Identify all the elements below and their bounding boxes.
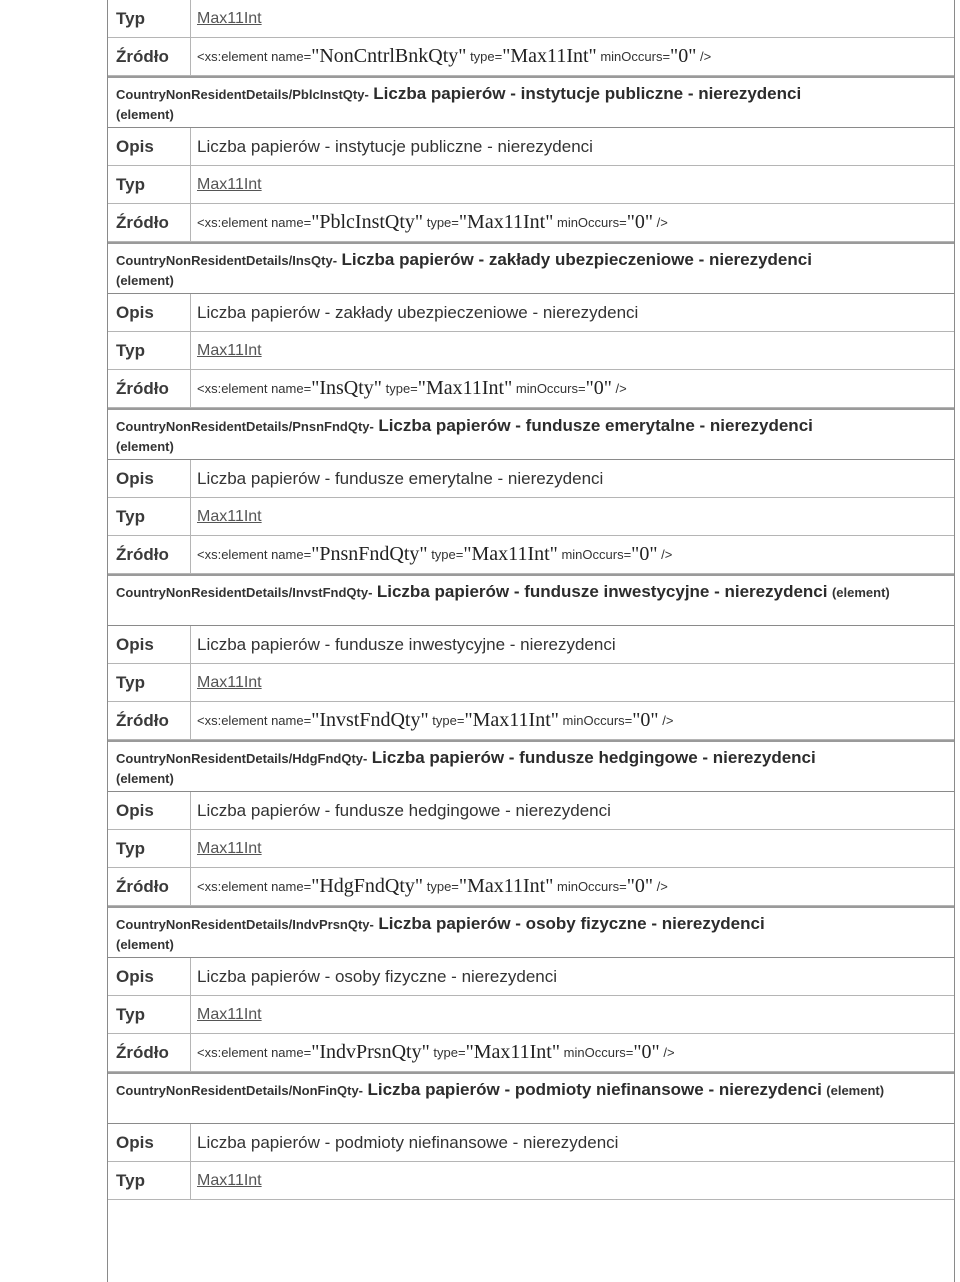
typ-label: Typ [116,8,145,28]
type-link[interactable]: Max11Int [190,664,954,701]
source-label: Źródło [116,1042,169,1062]
description: Liczba papierów - fundusze inwestycyjne - nierezydenci [190,626,954,663]
source-row [108,702,954,740]
typ-label: Typ [116,1170,145,1190]
opis-row [108,1124,954,1162]
source-code: <xs:element name= "InvstFndQty" type= "Max11Int" minOccurs= "0" /> [190,702,954,739]
opis-label: Opis [116,1132,154,1152]
element-header: CountryNonResidentDetails/NonFinQty- Liczba papierów - podmioty niefinansowe - nierezydenci (element) [108,1072,954,1124]
type-link[interactable]: Max11Int [190,830,954,867]
source-code: <xs:element name= "NonCntrlBnkQty" type= "Max11Int" minOccurs= "0" /> [190,38,954,75]
source-row [108,536,954,574]
typ-label: Typ [116,838,145,858]
type-link[interactable]: Max11Int [190,498,954,535]
description: Liczba papierów - fundusze emerytalne - nierezydenci [190,460,954,497]
source-code: <xs:element name= "IndvPrsnQty" type= "Max11Int" minOccurs= "0" /> [190,1034,954,1071]
opis-label: Opis [116,800,154,820]
document-page [107,0,955,1282]
source-row [108,370,954,408]
typ-label: Typ [116,672,145,692]
source-row [108,1034,954,1072]
type-link[interactable]: Max11Int [190,0,954,37]
source-row [108,868,954,906]
element-header: CountryNonResidentDetails/InvstFndQty- Liczba papierów - fundusze inwestycyjne - nierezydenci (element) [108,574,954,626]
typ-row [108,996,954,1034]
description: Liczba papierów - instytucje publiczne - nierezydenci [190,128,954,165]
source-label: Źródło [116,378,169,398]
source-code: <xs:element name= "PnsnFndQty" type= "Max11Int" minOccurs= "0" /> [190,536,954,573]
type-link[interactable]: Max11Int [190,1162,954,1199]
opis-label: Opis [116,966,154,986]
source-label: Źródło [116,876,169,896]
source-row [108,38,954,76]
opis-row [108,958,954,996]
description: Liczba papierów - osoby fizyczne - nierezydenci [190,958,954,995]
typ-row [108,332,954,370]
type-link[interactable]: Max11Int [190,332,954,369]
typ-row [108,830,954,868]
opis-label: Opis [116,136,154,156]
element-header: CountryNonResidentDetails/PblcInstQty- Liczba papierów - instytucje publiczne - nierezydenci (element) [108,76,954,128]
typ-row [108,498,954,536]
type-link[interactable]: Max11Int [190,996,954,1033]
typ-label: Typ [116,174,145,194]
type-link[interactable]: Max11Int [190,166,954,203]
opis-row [108,460,954,498]
source-label: Źródło [116,46,169,66]
source-code: <xs:element name= "HdgFndQty" type= "Max11Int" minOccurs= "0" /> [190,868,954,905]
element-header: CountryNonResidentDetails/InsQty- Liczba papierów - zakłady ubezpieczeniowe - nierezydenci (element) [108,242,954,294]
element-header: CountryNonResidentDetails/PnsnFndQty- Liczba papierów - fundusze emerytalne - nierezydenci (element) [108,408,954,460]
opis-label: Opis [116,634,154,654]
typ-row [108,1162,954,1200]
description: Liczba papierów - fundusze hedgingowe - nierezydenci [190,792,954,829]
typ-label: Typ [116,1004,145,1024]
opis-row [108,792,954,830]
typ-row [108,166,954,204]
description: Liczba papierów - podmioty niefinansowe - nierezydenci [190,1124,954,1161]
opis-row [108,294,954,332]
source-row [108,204,954,242]
source-code: <xs:element name= "PblcInstQty" type= "Max11Int" minOccurs= "0" /> [190,204,954,241]
typ-row [108,0,954,38]
element-header: CountryNonResidentDetails/HdgFndQty- Liczba papierów - fundusze hedgingowe - nierezydenci (element) [108,740,954,792]
typ-label: Typ [116,340,145,360]
source-label: Źródło [116,710,169,730]
source-code: <xs:element name= "InsQty" type= "Max11Int" minOccurs= "0" /> [190,370,954,407]
element-header: CountryNonResidentDetails/IndvPrsnQty- Liczba papierów - osoby fizyczne - nierezydenci (element) [108,906,954,958]
opis-row [108,128,954,166]
typ-row [108,664,954,702]
source-label: Źródło [116,212,169,232]
typ-label: Typ [116,506,145,526]
opis-label: Opis [116,468,154,488]
description: Liczba papierów - zakłady ubezpieczeniowe - nierezydenci [190,294,954,331]
source-label: Źródło [116,544,169,564]
opis-label: Opis [116,302,154,322]
opis-row [108,626,954,664]
